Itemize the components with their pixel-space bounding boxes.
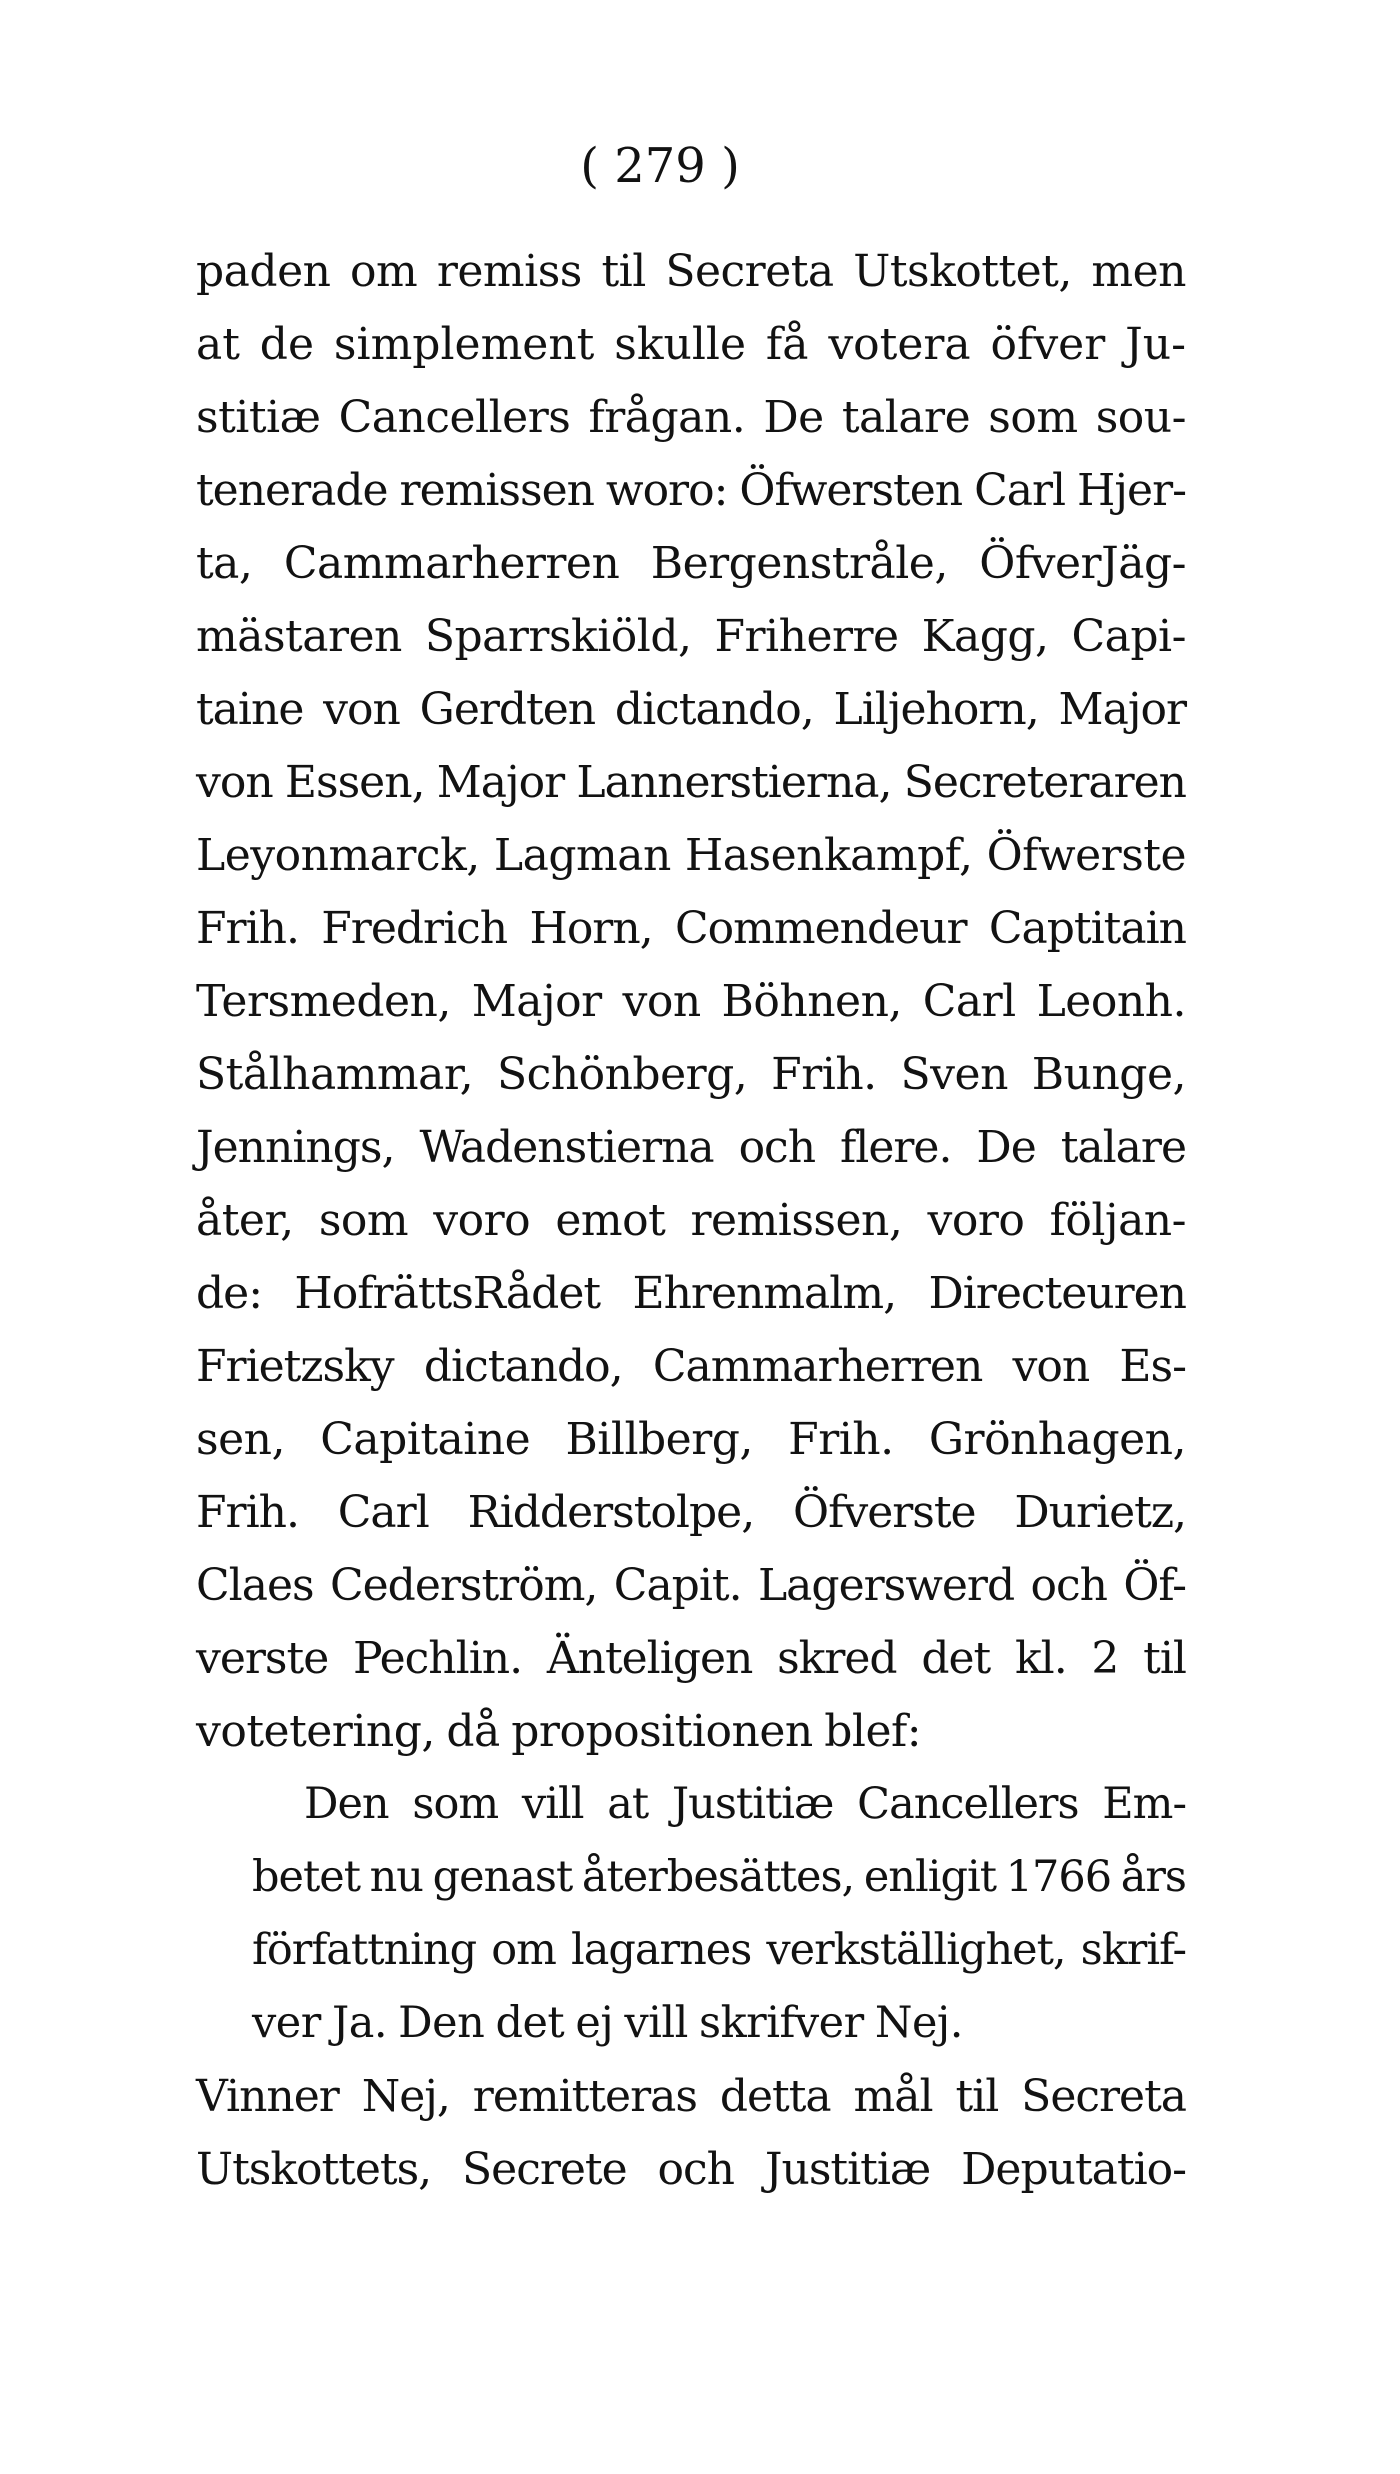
text-line: Vinner Nej, remitteras detta mål til Secreta — [196, 2071, 1186, 2122]
text-line: de: HofrättsRådet Ehrenmalm, Directeuren — [196, 1268, 1186, 1319]
text-line: at de simplement skulle få votera öfver Ju- — [196, 319, 1186, 370]
text-line: Frih. Carl Ridderstolpe, Öfverste Durietz, — [196, 1487, 1186, 1538]
quoted-line: ver Ja. Den det ej vill skrifver Nej. — [252, 1998, 963, 2048]
text-line: tenerade remissen woro: Öfwersten Carl Hjer- — [196, 465, 1186, 516]
text-line: Leyonmarck, Lagman Hasenkampf, Öfwerste — [196, 830, 1186, 881]
text-line: taine von Gerdten dictando, Liljehorn, Major — [196, 684, 1186, 735]
text-line: Frih. Fredrich Horn, Commendeur Captitain — [196, 903, 1186, 954]
text-line: stitiæ Cancellers frågan. De talare som sou- — [196, 392, 1186, 443]
text-line: Claes Cederström, Capit. Lagerswerd och Öf- — [196, 1560, 1186, 1611]
text-line: von Essen, Major Lannerstierna, Secreteraren — [196, 757, 1186, 808]
text-line: Jennings, Wadenstierna och flere. De talare — [196, 1122, 1186, 1173]
page-number: ( 279 ) — [580, 138, 740, 194]
text-line: verste Pechlin. Änteligen skred det kl. 2 til — [196, 1633, 1186, 1684]
quoted-line: Den som vill at Justitiæ Cancellers Em- — [304, 1779, 1186, 1829]
text-line: Stålhammar, Schönberg, Frih. Sven Bunge, — [196, 1049, 1186, 1100]
text-line: ta, Cammarherren Bergenstråle, ÖfverJäg- — [196, 538, 1186, 589]
text-line: åter, som voro emot remissen, voro följan- — [196, 1195, 1186, 1246]
text-line: mästaren Sparrskiöld, Friherre Kagg, Capi- — [196, 611, 1186, 662]
body-text — [196, 235, 1186, 2206]
text-line: Utskottets, Secrete och Justitiæ Deputatio- — [196, 2144, 1186, 2195]
text-line: Frietzsky dictando, Cammarherren von Es- — [196, 1341, 1186, 1392]
quoted-line: författning om lagarnes verkställighet, skrif- — [252, 1925, 1186, 1975]
text-line: sen, Capitaine Billberg, Frih. Grönhagen, — [196, 1414, 1186, 1465]
text-line: paden om remiss til Secreta Utskottet, men — [196, 246, 1186, 297]
quoted-line: betet nu genast återbesättes, enligit 1766 års — [252, 1852, 1186, 1902]
text-line: Tersmeden, Major von Böhnen, Carl Leonh. — [196, 976, 1186, 1027]
text-line: votetering, då propositionen blef: — [196, 1706, 922, 1757]
